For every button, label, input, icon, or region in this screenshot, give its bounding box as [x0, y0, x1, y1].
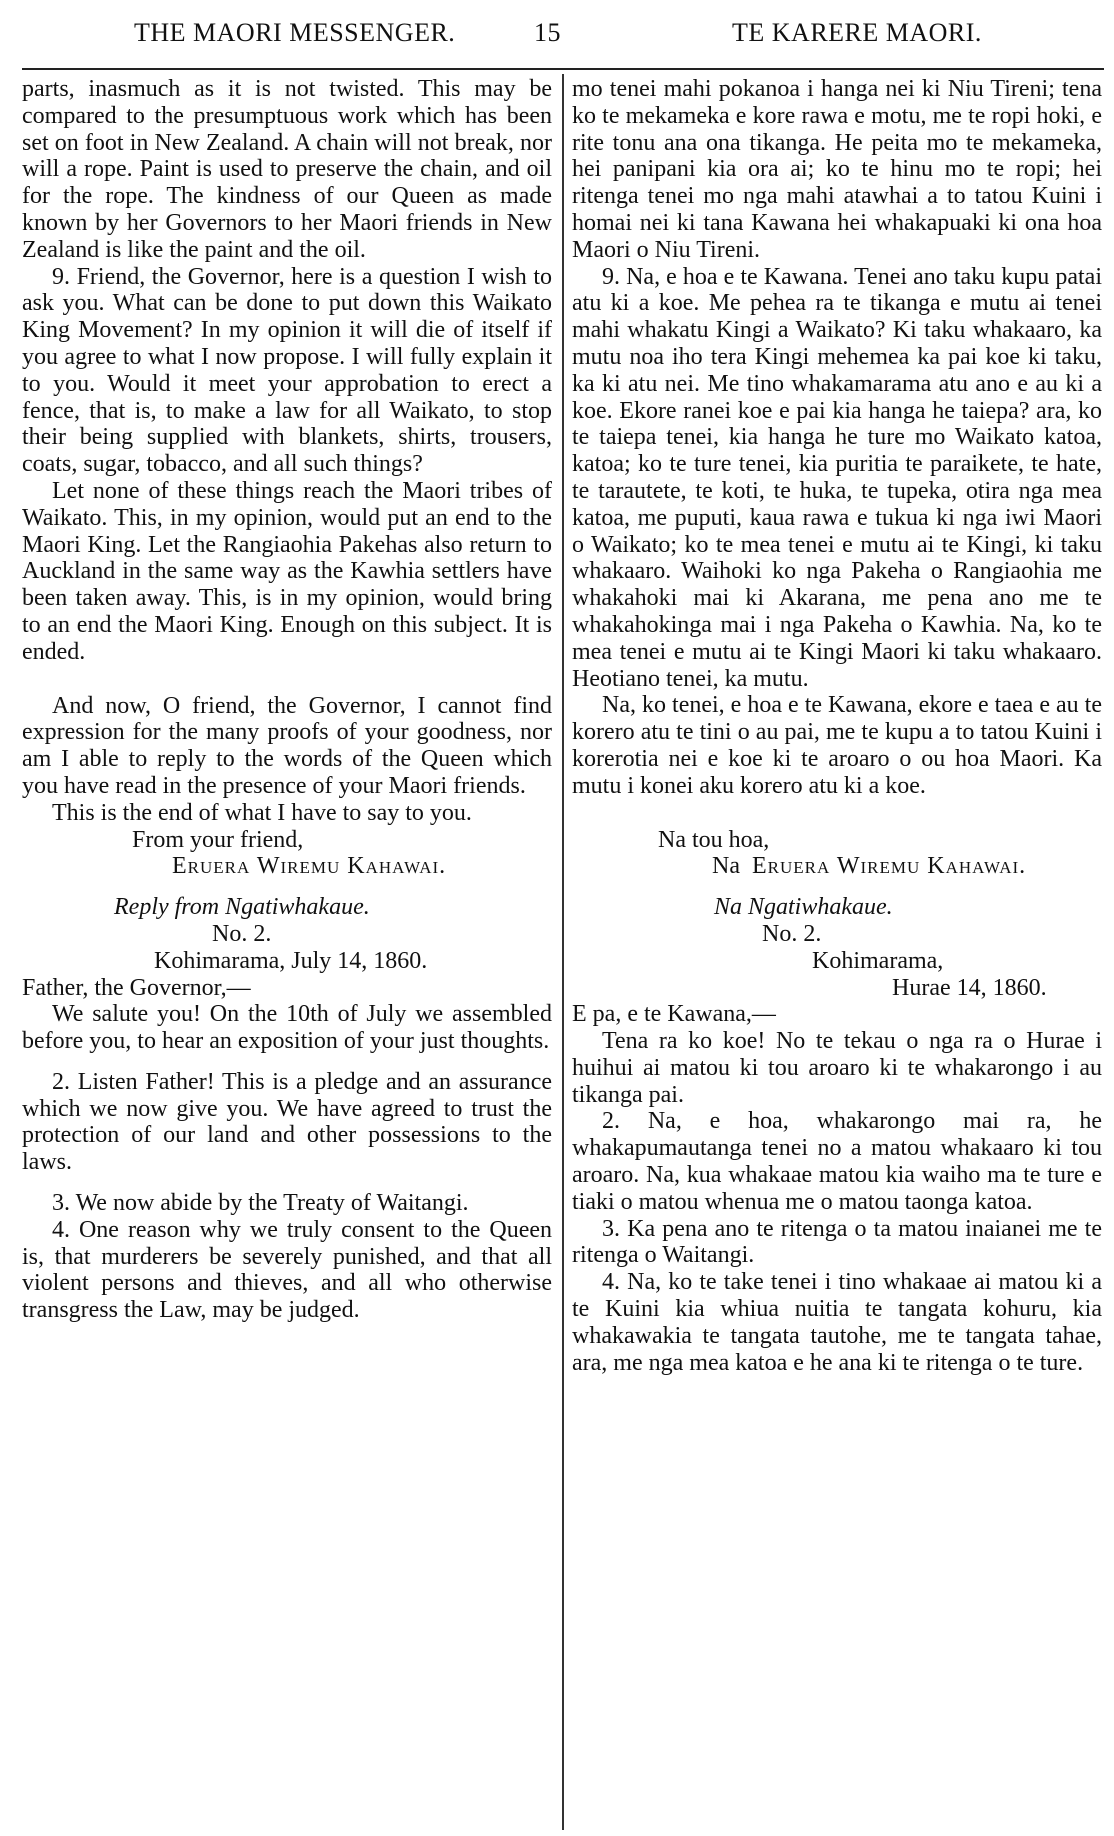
english-title: THE MAORI MESSENGER.	[134, 18, 456, 47]
spacer	[22, 1055, 552, 1069]
spacer	[22, 666, 552, 693]
paragraph: parts, inasmuch as it is not twisted. This may be compared to the presumptuous work which has been set on foot in New Zealand. A chain will not break, nor will a rope. Paint is used to preserve the chain, and oil for the rope. The kindness of our Queen as made known by her Governors to her Maori friends in New Zealand is like the paint and the oil.	[22, 76, 552, 263]
signature: Eruera Wiremu Kahawai.	[172, 853, 447, 880]
paragraph: We salute you! On the 10th of July we assembled before you, to hear an exposition of your just thoughts.	[22, 1001, 552, 1055]
paragraph: This is the end of what I have to say to you.	[52, 799, 472, 826]
maori-column	[572, 76, 1102, 1376]
paragraph: 4. Na, ko te take tenei i tino whakaae ai matou ki a te Kuini kia whiua nuitia te tangata kohuru, kia whakawakia te tangata tautohe, me te tangata tahae, ara, me nga mea katoa e he ana ki te ritenga o te ture.	[572, 1269, 1102, 1376]
paragraph: 2. Na, e hoa, whakarongo mai ra, he whakapumautanga tenei no a matou whakaaro ki tou aroaro. Na, kua whakaae matou kia waiho ma te ture e tiaki o matou whenua me o matou taonga katoa.	[572, 1108, 1102, 1215]
spacer	[22, 880, 552, 894]
paragraph: 4. One reason why we truly consent to the Queen is, that murderers be severely punished, and that all violent persons and thieves, and all who otherwise transgress the Law, may be judged.	[22, 1216, 552, 1324]
paragraph: mo tenei mahi pokanoa i hanga nei ki Niu Tireni; tena ko te mekameka e kore rawa e motu, me te ropi hoki, e rite tonu ana ona tikanga. He peita mo te mekameka, hei panipani kia ora ai; ko te hinu mo te ropi; hei ritenga tenei mo nga mahi atawhai a to tatou Kuini i homai nei ki tana Kawana hei whakapuaki ki ona hoa Maori o Niu Tireni.	[572, 76, 1102, 263]
header-rule	[22, 68, 1104, 70]
paragraph: 3. Ka pena ano te ritenga o ta matou inaianei me te ritenga o Waitangi.	[572, 1215, 1102, 1269]
spacer	[572, 880, 1102, 894]
paragraph: 9. Friend, the Governor, here is a question I wish to ask you. What can be done to put down this Waikato King Movement? In my opinion it will die of itself if you agree to what I now propose. I will fully explain it to you. Would it meet your approbation to erect a fence, that is, to make a law for all Waikato, to stop their being supplied with blankets, shirts, trousers, coats, sugar, tobacco, and all such things?	[22, 263, 552, 478]
reply-number: No. 2.	[762, 920, 822, 947]
page-number: 15	[534, 18, 561, 47]
paragraph: And now, O friend, the Governor, I cannot find expression for the many proofs of your goodness, nor am I able to reply to the words of the Queen which you have read in the presence of your Maori friends.	[22, 692, 552, 799]
spacer	[572, 800, 1102, 827]
closing-line: From your friend,	[132, 826, 304, 853]
signature-line	[572, 853, 1102, 880]
paragraph: Tena ra ko koe! No te tekau o nga ra o Hurae i huihui ai matou ki tou aroaro ki te whakarongo i au tikanga pai.	[572, 1028, 1102, 1108]
paragraph: 9. Na, e hoa e te Kawana. Tenei ano taku kupu patai atu ki a koe. Me pehea ra te tikanga e mutu ai tenei mahi whakatu Kingi a Waikato? Ki taku whakaaro, ka mutu noa iho tera Kingi mehemea ka pai koe ki taku, ka ki atu nei. Me tino whakamarama atu ano e au ki a koe. Ekore ranei koe e pai kia hanga he taiepa? ara, ko te taiepa tenei, kia hanga he ture mo Waikato katoa, katoa; ko te ture tenei, kia puritia te paraikete, te hate, te tarautete, te koti, te huka, te tupeka, otira nga mea katoa, me puputi, kaua rawa e tukua ki nga iwi Maori o Waikato; ko te mea tenei e mutu ai te Kingi, ki taku whakaaro. Waihoki ko nga Pakeha o Rangiaohia me whakahoki mai ki Akarana, me pena ano me te whakahokinga mai i nga Pakeha o Kawhia. Na, ko te mea tenei e mutu ai te Kingi Maori ki taku whakaaro. Heotiano tenei, ka mutu.	[572, 263, 1102, 692]
reply-number: No. 2.	[212, 920, 272, 947]
masthead	[0, 10, 1114, 54]
reply-heading: Reply from Ngatiwhakaue.	[114, 894, 370, 921]
reply-heading: Na Ngatiwhakaue.	[714, 894, 893, 921]
spacer	[22, 1176, 552, 1190]
maori-title: TE KARERE MAORI.	[732, 18, 982, 47]
closing-line: Na tou hoa,	[658, 826, 770, 853]
place: Kohimarama,	[812, 947, 944, 974]
paragraph: Na, ko tenei, e hoa e te Kawana, ekore e taea e au te korero atu te tini o au pai, me te kupu a to tatou Kuini i korerotia nei e koe ki te aroaro o ou hoa Maori. Ka mutu i konei aku korero atu ki a koe.	[572, 692, 1102, 799]
salutation: Father, the Governor,—	[22, 974, 251, 1001]
paragraph: 2. Listen Father! This is a pledge and an assurance which we now give you. We have agreed to trust the protection of our land and other possessions to the laws.	[22, 1068, 552, 1176]
salutation: E pa, e te Kawana,—	[572, 1001, 776, 1028]
place-date: Kohimarama, July 14, 1860.	[154, 947, 428, 974]
english-column	[22, 76, 552, 1324]
signature: Eruera Wiremu Kahawai.	[751, 853, 1027, 880]
column-divider	[562, 74, 564, 1830]
date: Hurae 14, 1860.	[892, 974, 1047, 1001]
signature-prefix: Na	[712, 853, 740, 880]
paragraph: 3. We now abide by the Treaty of Waitangi.	[52, 1190, 469, 1217]
paragraph: Let none of these things reach the Maori tribes of Waikato. This, in my opinion, would put an end to the Maori King. Let the Rangiaohia Pakehas also return to Auckland in the same way as the Kawhia settlers have been taken away. This, is in my opinion, would bring to an end the Maori King. Enough on this subject. It is ended.	[22, 477, 552, 665]
